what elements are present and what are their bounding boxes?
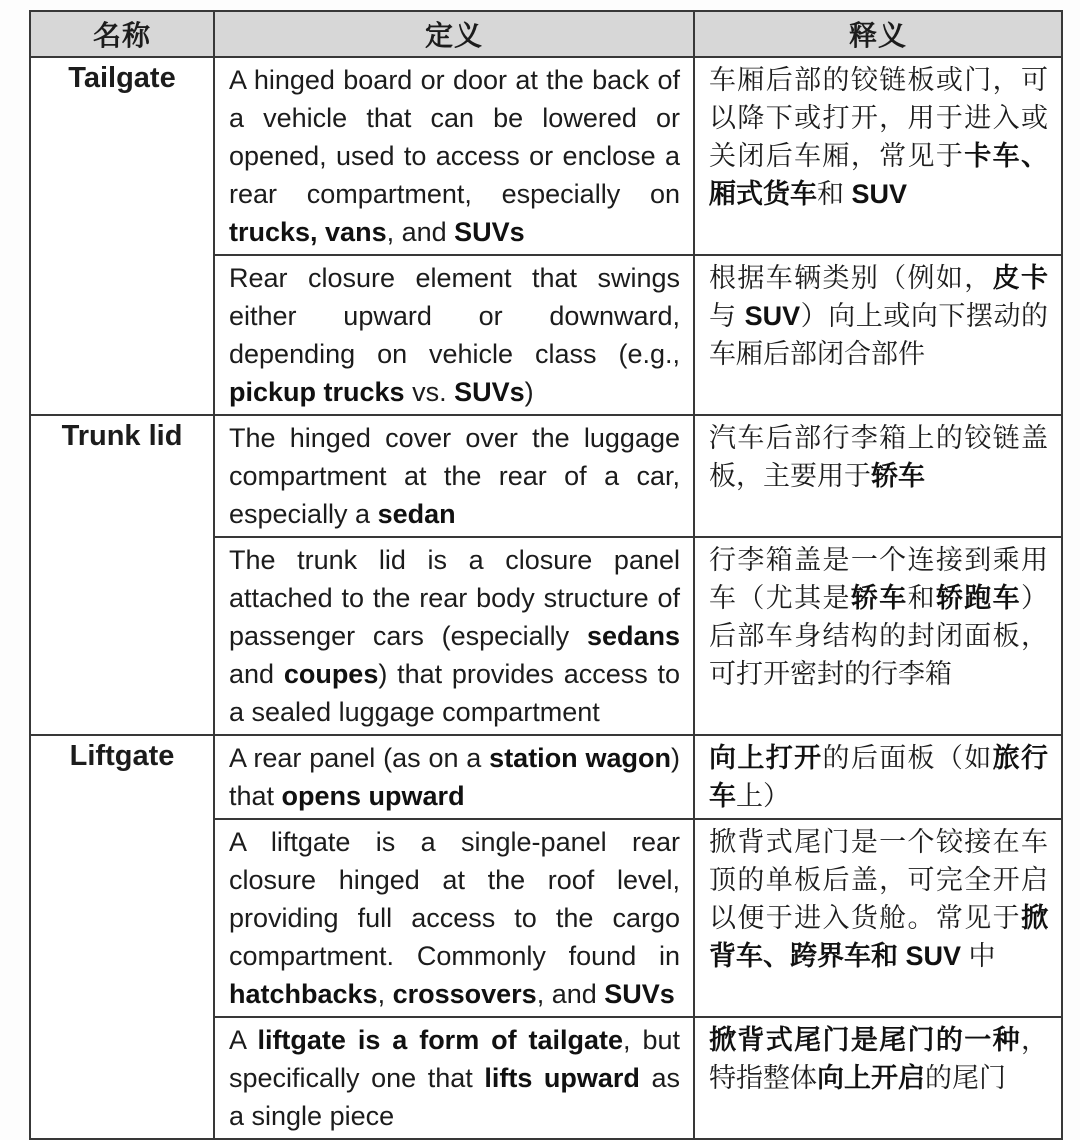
definition-cell: A liftgate is a form of tailgate, but specifically one that lifts upward as a single piece (214, 1017, 694, 1139)
table-row (30, 735, 1062, 819)
definition-cell: A hinged board or door at the back of a vehicle that can be lowered or opened, used to access or enclose a rear compartment, especially on trucks, vans, and SUVs (214, 57, 694, 255)
header-definition: 定义 (214, 11, 694, 57)
interpretation-cell: 掀背式尾门是尾门的一种，特指整体向上开启的尾门 (694, 1017, 1062, 1139)
interpretation-cell: 车厢后部的铰链板或门，可以降下或打开，用于进入或关闭后车厢，常见于卡车、厢式货车和 SUV (694, 57, 1062, 255)
table-row (30, 415, 1062, 537)
header-interpretation: 释义 (694, 11, 1062, 57)
definition-cell: The trunk lid is a closure panel attached to the rear body structure of passenger cars (especially sedans and coupes) that provides access to a sealed luggage compartment (214, 537, 694, 735)
term-name-trunk-lid: Trunk lid (30, 415, 214, 735)
definition-cell: A rear panel (as on a station wagon) that opens upward (214, 735, 694, 819)
interpretation-cell: 汽车后部行李箱上的铰链盖板，主要用于轿车 (694, 415, 1062, 537)
interpretation-cell: 掀背式尾门是一个铰接在车顶的单板后盖，可完全开启以便于进入货舱。常见于掀背车、跨界车和 SUV 中 (694, 819, 1062, 1017)
header-name: 名称 (30, 11, 214, 57)
term-name-liftgate: Liftgate (30, 735, 214, 1139)
header-row (30, 11, 1062, 57)
terminology-table (29, 10, 1063, 1140)
term-name-tailgate: Tailgate (30, 57, 214, 415)
interpretation-cell: 向上打开的后面板（如旅行车上） (694, 735, 1062, 819)
definition-cell: A liftgate is a single-panel rear closure hinged at the roof level, providing full access to the cargo compartment. Commonly found in hatchbacks, crossovers, and SUVs (214, 819, 694, 1017)
interpretation-cell: 根据车辆类别（例如，皮卡与 SUV）向上或向下摆动的车厢后部闭合部件 (694, 255, 1062, 415)
definition-cell: Rear closure element that swings either upward or downward, depending on vehicle class (e.g., pickup trucks vs. SUVs) (214, 255, 694, 415)
definition-cell: The hinged cover over the luggage compartment at the rear of a car, especially a sedan (214, 415, 694, 537)
table-row (30, 57, 1062, 255)
interpretation-cell: 行李箱盖是一个连接到乘用车（尤其是轿车和轿跑车）后部车身结构的封闭面板，可打开密封的行李箱 (694, 537, 1062, 735)
